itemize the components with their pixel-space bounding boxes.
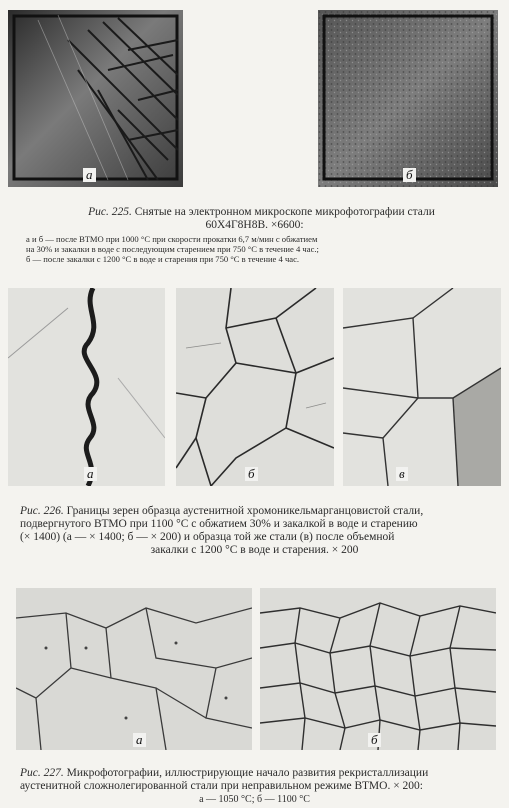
micrograph-227a [16, 588, 252, 750]
micrograph-226b [176, 288, 334, 486]
fig226-caption-line1: Границы зерен образца аустенитной хромоникельмарганцовистой стали, [66, 505, 424, 517]
micrograph-225b [318, 10, 498, 187]
fig226-caption-line4: закалки с 1200 °С в воде и старения. × 200 [150, 544, 359, 556]
fig226-label-b: б [245, 467, 258, 481]
micrograph-226c [343, 288, 501, 486]
fig225-label-b: б [403, 168, 416, 182]
micrograph-225a [8, 10, 183, 187]
fig225-caption-prefix: Рис. 225. [88, 206, 132, 218]
micrograph-226a [8, 288, 165, 486]
fig227-caption [0, 767, 509, 806]
fig225-notes-line3: б — после закалки с 1200 °С в воде и старения при 750 °С в течение 4 час. [26, 254, 300, 264]
fig226-caption-line3: (× 1400) (а — × 1400; б — × 200) и образца той же стали (в) после объемной [20, 531, 395, 543]
fig226-label-a: а [84, 467, 97, 481]
fig227-caption-prefix: Рис. 227. [20, 767, 64, 779]
fig226-caption [0, 505, 509, 557]
fig225-caption-line2: 60Х4Г8Н8В. ×6600: [205, 219, 304, 231]
fig227-caption-line3: а — 1050 °С; б — 1100 °С [199, 794, 310, 805]
fig226-caption-prefix: Рис. 226. [20, 505, 64, 517]
fig227-label-a: а [133, 733, 146, 747]
fig225-notes-line1: а и б — после ВТМО при 1000 °С при скорости прокатки 6,7 м/мин с обжатием [26, 234, 318, 244]
fig225-label-a: а [83, 168, 96, 182]
fig227-caption-line2: аустенитной сложнолегированной стали при неправильном режиме ВТМО. × 200: [20, 780, 423, 792]
fig225-caption [0, 206, 509, 264]
fig226-label-c: в [396, 467, 408, 481]
micrograph-227b [260, 588, 496, 750]
fig227-label-b: б [368, 733, 381, 747]
fig227-caption-line1: Микрофотографии, иллюстрирующие начало развития рекристаллизации [66, 767, 429, 779]
fig225-notes-line2: на 30% и закалки в воде с последующим старением при 750 °С в течение 4 час.; [26, 244, 319, 254]
fig225-caption-text: Снятые на электронном микроскопе микрофотографии стали [134, 206, 435, 218]
fig226-caption-line2: подвергнутого ВТМО при 1100 °С с обжатием 30% и закалкой в воде и старению [20, 518, 418, 530]
